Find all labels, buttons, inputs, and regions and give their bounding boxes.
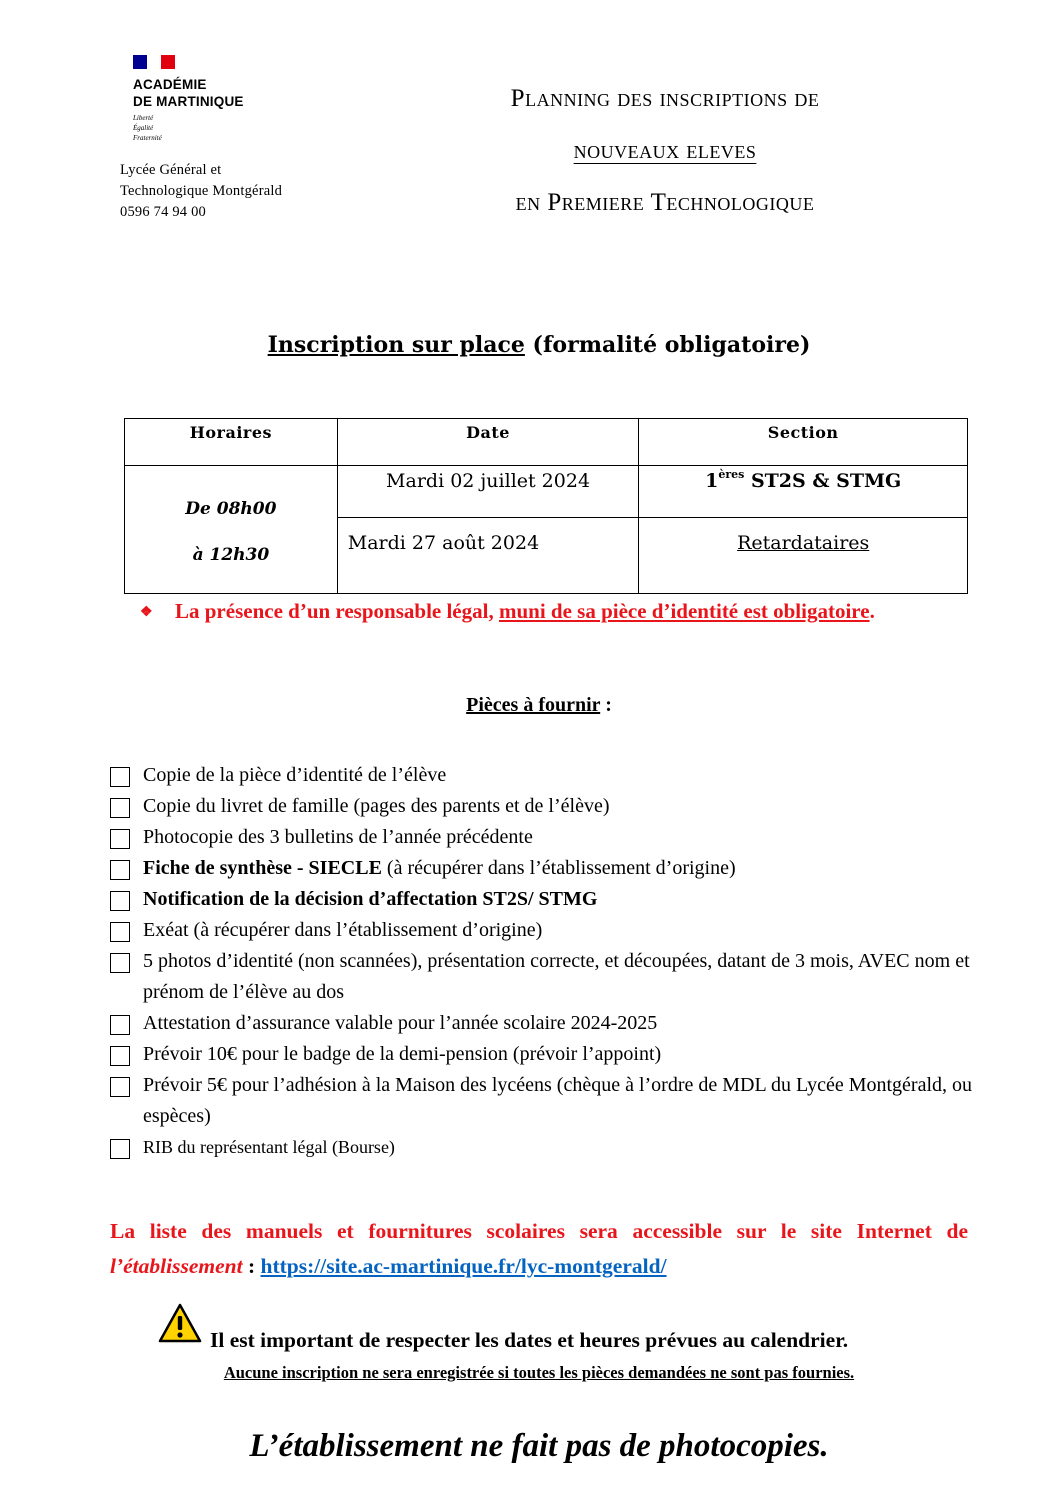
french-flag-icon bbox=[133, 55, 175, 69]
pieces-heading bbox=[0, 694, 1058, 717]
flag-blue bbox=[133, 55, 147, 69]
checkbox-icon bbox=[110, 798, 130, 818]
list-item bbox=[110, 946, 990, 1008]
list-item bbox=[110, 791, 990, 822]
notice-part-1: La présence d’un responsable légal, bbox=[175, 599, 499, 623]
checkbox-icon bbox=[110, 953, 130, 973]
inscription-heading bbox=[0, 332, 1058, 358]
logo-line-2: DE MARTINIQUE bbox=[133, 94, 244, 109]
item-text: (à récupérer dans l’établissement d’origine) bbox=[381, 857, 736, 879]
checkbox-icon bbox=[110, 891, 130, 911]
table-row bbox=[125, 466, 968, 518]
motto-liberte: Liberté bbox=[133, 114, 154, 122]
manuels-text: La liste des manuels et fournitures scolaires sera accessible sur le site Internet de bbox=[110, 1219, 968, 1243]
list-item bbox=[110, 1039, 990, 1070]
item-text: Exéat (à récupérer dans l’établissement d’origine) bbox=[143, 919, 543, 941]
section-cell bbox=[639, 466, 968, 518]
section-name: ST2S & STMG bbox=[744, 470, 902, 492]
checkbox-icon bbox=[110, 1077, 130, 1097]
hours-cell bbox=[125, 466, 338, 594]
date-cell: Mardi 02 juillet 2024 bbox=[337, 466, 639, 518]
manuels-colon: : bbox=[242, 1254, 261, 1278]
section-cell: Retardataires bbox=[639, 518, 968, 594]
no-registration-warning: Aucune inscription ne sera enregistrée si toutes les pièces demandées ne sont pas fournies. bbox=[223, 1363, 855, 1382]
manuels-italic: l’établissement bbox=[110, 1254, 243, 1278]
notice-part-2: muni de sa pièce d’identité est obligatoire bbox=[498, 599, 870, 623]
checkbox-icon bbox=[110, 922, 130, 942]
flag-white bbox=[147, 55, 161, 69]
item-text: Prévoir 5€ pour l’adhésion à la Maison des lycéens (chèque à l’ordre de MDL du Lycée Montgérald, ou espèces) bbox=[143, 1074, 973, 1127]
list-item bbox=[110, 1070, 990, 1132]
checkbox-icon bbox=[110, 1046, 130, 1066]
notice-part-3: . bbox=[869, 599, 875, 623]
pieces-title-suffix: : bbox=[600, 694, 612, 716]
list-item bbox=[110, 884, 990, 915]
title-line-1: Planning des inscriptions de bbox=[510, 85, 820, 112]
inscription-rest: (formalité obligatoire) bbox=[524, 332, 811, 358]
checkbox-icon bbox=[110, 767, 130, 787]
item-text: Copie du livret de famille (pages des parents et de l’élève) bbox=[143, 795, 610, 817]
legal-guardian-notice bbox=[140, 594, 940, 629]
motto-egalite: Égalité bbox=[133, 124, 154, 132]
title-line-2: nouveaux eleves bbox=[573, 137, 757, 164]
checkbox-icon bbox=[110, 829, 130, 849]
item-text: RIB du représentant légal (Bourse) bbox=[143, 1137, 395, 1157]
item-text: Photocopie des 3 bulletins de l’année précédente bbox=[143, 826, 533, 848]
item-text: Attestation d’assurance valable pour l’année scolaire 2024-2025 bbox=[143, 1012, 658, 1034]
hours-end: à 12h30 bbox=[192, 544, 270, 565]
school-phone: 0596 74 94 00 bbox=[120, 204, 206, 220]
list-item bbox=[110, 853, 990, 884]
table-header-row bbox=[125, 419, 968, 466]
checkbox-icon bbox=[110, 860, 130, 880]
item-bold: Fiche de synthèse - SIECLE bbox=[143, 857, 382, 879]
school-info bbox=[120, 160, 282, 223]
pieces-title: Pièces à fournir bbox=[466, 694, 601, 716]
list-item bbox=[110, 915, 990, 946]
manuels-notice bbox=[110, 1214, 968, 1284]
flag-red bbox=[161, 55, 175, 69]
list-item bbox=[110, 1008, 990, 1039]
item-text: Prévoir 10€ pour le badge de la demi-pension (prévoir l’appoint) bbox=[143, 1043, 662, 1065]
header-section: Section bbox=[639, 419, 968, 466]
header-date: Date bbox=[337, 419, 639, 466]
section-sup: ères bbox=[718, 468, 745, 481]
school-website-link[interactable]: https://site.ac-martinique.fr/lyc-montgerald/ bbox=[260, 1254, 667, 1278]
hours-start: De 08h00 bbox=[185, 498, 277, 519]
item-text: 5 photos d’identité (non scannées), présentation correcte, et découpées, datant de 3 mois, AVEC nom et prénom de l’élève au dos bbox=[143, 950, 970, 1003]
school-line-2: Technologique Montgérald bbox=[120, 183, 283, 199]
date-cell: Mardi 27 août 2024 bbox=[337, 518, 639, 594]
item-text: Copie de la pièce d’identité de l’élève bbox=[143, 764, 447, 786]
warning-triangle-icon bbox=[158, 1303, 202, 1343]
motto-fraternite: Fraternité bbox=[133, 134, 162, 142]
list-item bbox=[110, 822, 990, 853]
logo-line-1: ACADÉMIE bbox=[133, 77, 207, 92]
no-photocopies-notice: L’établissement ne fait pas de photocopies. bbox=[249, 1428, 829, 1464]
school-line-1: Lycée Général et bbox=[120, 162, 222, 178]
diamond-bullet-icon: ❖ bbox=[140, 605, 153, 620]
title-line-3: en Premiere Technologique bbox=[515, 189, 815, 216]
inscription-underlined: Inscription sur place bbox=[267, 332, 525, 358]
checkbox-icon bbox=[110, 1015, 130, 1035]
section-prefix: 1 bbox=[705, 470, 719, 492]
important-dates-notice: Il est important de respecter les dates et heures prévues au calendrier. bbox=[210, 1328, 849, 1352]
documents-checklist bbox=[110, 760, 990, 1163]
schedule-table bbox=[124, 418, 968, 594]
list-item bbox=[110, 760, 990, 791]
checkbox-icon bbox=[110, 1139, 130, 1159]
list-item bbox=[110, 1132, 990, 1163]
page-title bbox=[330, 73, 1000, 229]
header-horaires: Horaires bbox=[125, 419, 338, 466]
item-bold: Notification de la décision d’affectation ST2S/ STMG bbox=[143, 888, 598, 910]
